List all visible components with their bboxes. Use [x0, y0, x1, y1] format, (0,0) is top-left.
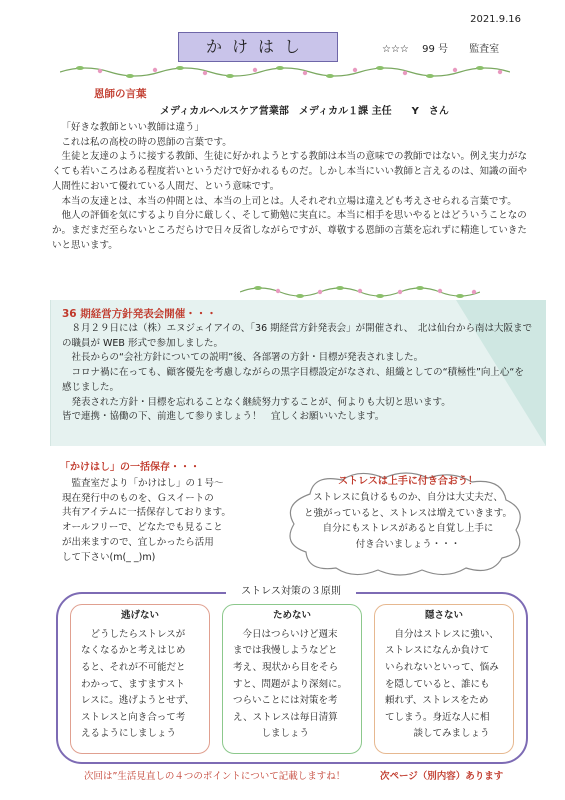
newsletter-title-banner: [178, 32, 338, 62]
rule-heading: ためない: [272, 610, 311, 621]
section1-paragraph: 他人の評価を気にするより自分に厳しく、そして勤勉に実直に。本当に相手を思いやるとはどういうことなのか。まだまだ至らないところだらけで日々反省しながらですが、尊敬する恩師の言葉を忘れずに精進していきたいと思います。: [52, 210, 527, 251]
rule-line: どうしたらストレスが: [90, 628, 186, 640]
rule-body: [71, 624, 209, 743]
next-issue-note: 次回は”生活見直しの４つのポイントについて記載しますね！: [84, 771, 346, 782]
section1-body: [52, 121, 532, 253]
cloud-title: ストレスは上手に付き合おう！: [338, 476, 478, 487]
rule-column: [70, 604, 210, 754]
section3-line: 監査室だより「かけはし」の１号～: [71, 478, 224, 489]
issue-number: 99 号: [422, 44, 448, 55]
rule-line: わかって、ますますスト: [81, 678, 185, 690]
section1-paragraph: 生徒と友達のように接する教師、生徒に好かれようとする教師は本当の意味での教師ではない。例え実力がなくても若いころはある程度若いというだけで好かれるものだ。しかし本当にいい教師と言えるのは、知識の面や人間性において優れている人間だ、という意味です。: [52, 151, 528, 192]
rule-line: しましょう: [261, 728, 310, 740]
rule-line: なくなるかと考えはじめ: [81, 645, 186, 657]
rule-line: 談してみましょう: [413, 728, 490, 740]
next-page-note: 次ページ（別内容）あります: [380, 771, 504, 782]
issue-info: [382, 42, 499, 58]
section3-line: が出来ますので、宜しかったら活用: [62, 536, 214, 548]
flower-vine-decoration: [60, 62, 510, 80]
rule-line: を隠していると、誰にも: [385, 678, 490, 690]
rule-line: までは我慢しようなどと: [233, 645, 338, 657]
section2-paragraph: 発表された方針・目標を忘れることなく継続努力することが、何よりも大切と思います。: [71, 396, 451, 408]
section1-paragraph: 本当の友達とは、本当の仲間とは、本当の上司とは。人それぞれ立場は違えども考えさせられる言葉です。: [61, 195, 517, 207]
stress-cloud-callout: [280, 468, 530, 580]
cloud-line: 自分にもストレスがあると自覚し上手に: [322, 523, 494, 535]
cloud-line: ストレスに負けるものか、自分は大丈夫だ、: [313, 492, 503, 503]
section1-paragraph: 「好きな教師といい教師は違う」: [61, 122, 205, 133]
rule-body: [223, 624, 361, 743]
cloud-line: 付き合いましょう・・・: [355, 539, 461, 551]
rule-line: 今日はつらいけど週末: [242, 628, 338, 640]
issue-stars: ☆☆☆: [382, 44, 409, 55]
section1-paragraph: これは私の高校の時の恩師の言葉です。: [61, 136, 232, 148]
section3-heading: 「かけはし」の一括保存・・・: [60, 462, 200, 473]
rule-line: すと、問題がより深刻に。: [233, 678, 348, 690]
rule-heading: 隠さない: [424, 610, 463, 621]
section2-body: [62, 322, 532, 425]
section2-heading: 36 期経営方針発表会開催・・・: [62, 308, 217, 320]
section2-paragraph: コロナ禍に在っても、顧客優先を考慮しながらの黒字目標設定がなされ、組織としての“積極性”向上心“を感じました。: [62, 367, 524, 393]
section3-line: して下さい(m(_ _)m): [62, 551, 156, 563]
newsletter-title: かけはし: [205, 37, 310, 56]
section2-paragraph: 皆で連携・協働の下、前進して参りましょう！ 宜しくお願いいたします。: [62, 411, 385, 423]
rule-line: えるようにしましょう: [81, 728, 177, 740]
rule-line: つらいことには対策を考: [233, 695, 338, 707]
rule-column: [374, 604, 514, 754]
rule-line: え、ストレスは毎日清算: [233, 711, 338, 723]
rule-line: レスに。逃げようとせず、: [81, 695, 194, 707]
rule-line: 考え、現状から目をそら: [233, 661, 339, 673]
flower-vine-decoration: [240, 282, 480, 300]
section1-heading: 恩師の言葉: [94, 88, 147, 100]
rule-body: [375, 624, 513, 743]
rule-column: [222, 604, 362, 754]
section1-subheading: メディカルヘルスケア営業部 メディカル１課 主任 Y さん: [160, 106, 449, 117]
department-name: 監査室: [469, 44, 500, 55]
rule-line: いられないといって、悩み: [385, 661, 499, 673]
stress-rules-title: ストレス対策の３原則: [226, 584, 356, 600]
rule-line: 自分はストレスに強い、: [394, 628, 499, 640]
rule-line: ると、それが不可能だと: [81, 661, 186, 673]
section2-paragraph: ８月２９日には（株）エヌジェイアイの、「36 期経営方針発表会」が開催され、 北は仙台から南は大阪までの職員が WEB 形式で参加しました。: [62, 323, 532, 349]
issue-date: 2021.9.16: [470, 14, 521, 25]
section2-paragraph: 社長からの“会社方針についての説明”後、各部署の方針・目標が発表されました。: [71, 352, 424, 364]
rule-line: ストレスになんか負けて: [385, 645, 490, 657]
cloud-line: と強がっていると、ストレスは増えていきます。: [304, 507, 512, 519]
section3-body: [62, 477, 268, 565]
cloud-text: [296, 490, 520, 553]
rule-line: てしまう。身近な人に相: [385, 711, 490, 723]
rule-line: ストレスと向き合って考: [81, 711, 186, 723]
section3-line: 現在発行中のものを、Ｇスイートの: [62, 492, 214, 504]
section3-line: オールフリーで、どなたでも見ること: [62, 522, 223, 534]
rule-line: 頼れず、ストレスをため: [385, 695, 489, 707]
rule-heading: 逃げない: [120, 610, 159, 621]
section3-line: 共有アイテムに一括保存しております。: [62, 507, 231, 519]
